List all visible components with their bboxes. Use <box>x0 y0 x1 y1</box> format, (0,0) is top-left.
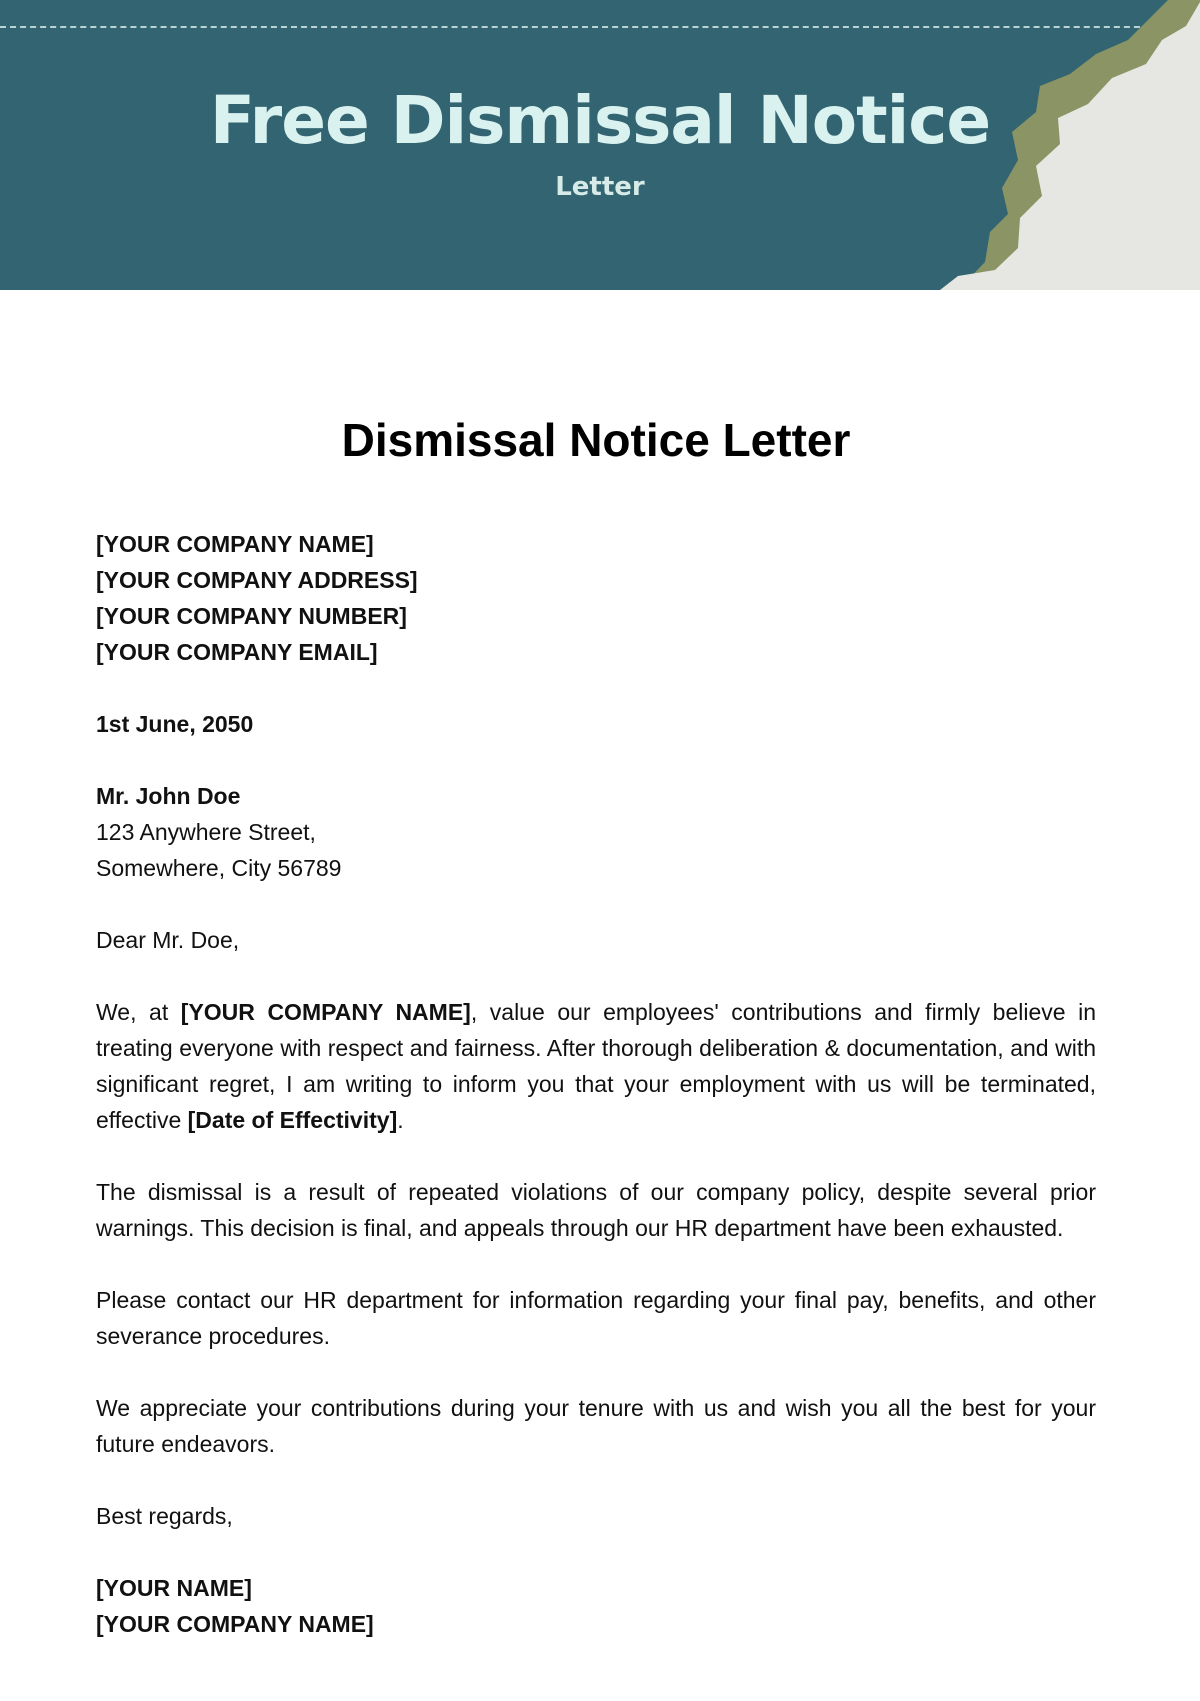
sender-company-email: [YOUR COMPANY EMAIL] <box>96 639 378 665</box>
paragraph-hr-contact: Please contact our HR department for information regarding your final pay, benefits, and other severance procedures. <box>96 1287 1096 1349</box>
banner-title: Free Dismissal Notice <box>209 82 991 159</box>
paragraph-reason: The dismissal is a result of repeated violations of our company policy, despite several prior warnings. This decision is final, and appeals through our HR department have been exhausted. <box>96 1179 1096 1241</box>
banner-subtitle: Letter <box>555 172 645 202</box>
para1-after: . <box>397 1107 404 1133</box>
paragraph-termination <box>96 994 1096 1138</box>
sender-company-number: [YOUR COMPANY NUMBER] <box>96 603 407 629</box>
salutation: Dear Mr. Doe, <box>96 927 240 953</box>
paragraph-appreciation: We appreciate your contributions during your tenure with us and wish you all the best for your future endeavors. <box>96 1395 1096 1457</box>
para1-company-placeholder: [YOUR COMPANY NAME] <box>180 999 471 1025</box>
signature-name: [YOUR NAME] <box>96 1575 252 1601</box>
letter-body <box>96 410 1096 1642</box>
header-banner <box>0 0 1200 290</box>
signature-company: [YOUR COMPANY NAME] <box>96 1611 374 1637</box>
para1-before: We, at <box>96 999 181 1025</box>
recipient-name: Mr. John Doe <box>96 783 241 809</box>
letter-title: Dismissal Notice Letter <box>341 414 851 466</box>
signature-block <box>96 1570 1096 1642</box>
sender-company-address: [YOUR COMPANY ADDRESS] <box>96 567 418 593</box>
closing: Best regards, <box>96 1503 233 1529</box>
para1-middle: , value our employees' contributions and firmly believe in treating everyone with respect and fairness. After thorough deliberation & documentation, and with significant regret, I am writing to inform you that your employment with us will be terminated, effective <box>96 999 1097 1133</box>
letter-date: 1st June, 2050 <box>96 711 254 737</box>
sender-company-name: [YOUR COMPANY NAME] <box>96 531 374 557</box>
recipient-block <box>96 778 1096 886</box>
sender-block <box>96 526 1096 670</box>
para1-effective-date-placeholder: [Date of Effectivity] <box>187 1107 398 1133</box>
recipient-address-line1: 123 Anywhere Street, <box>96 819 316 845</box>
recipient-address-line2: Somewhere, City 56789 <box>96 855 342 881</box>
